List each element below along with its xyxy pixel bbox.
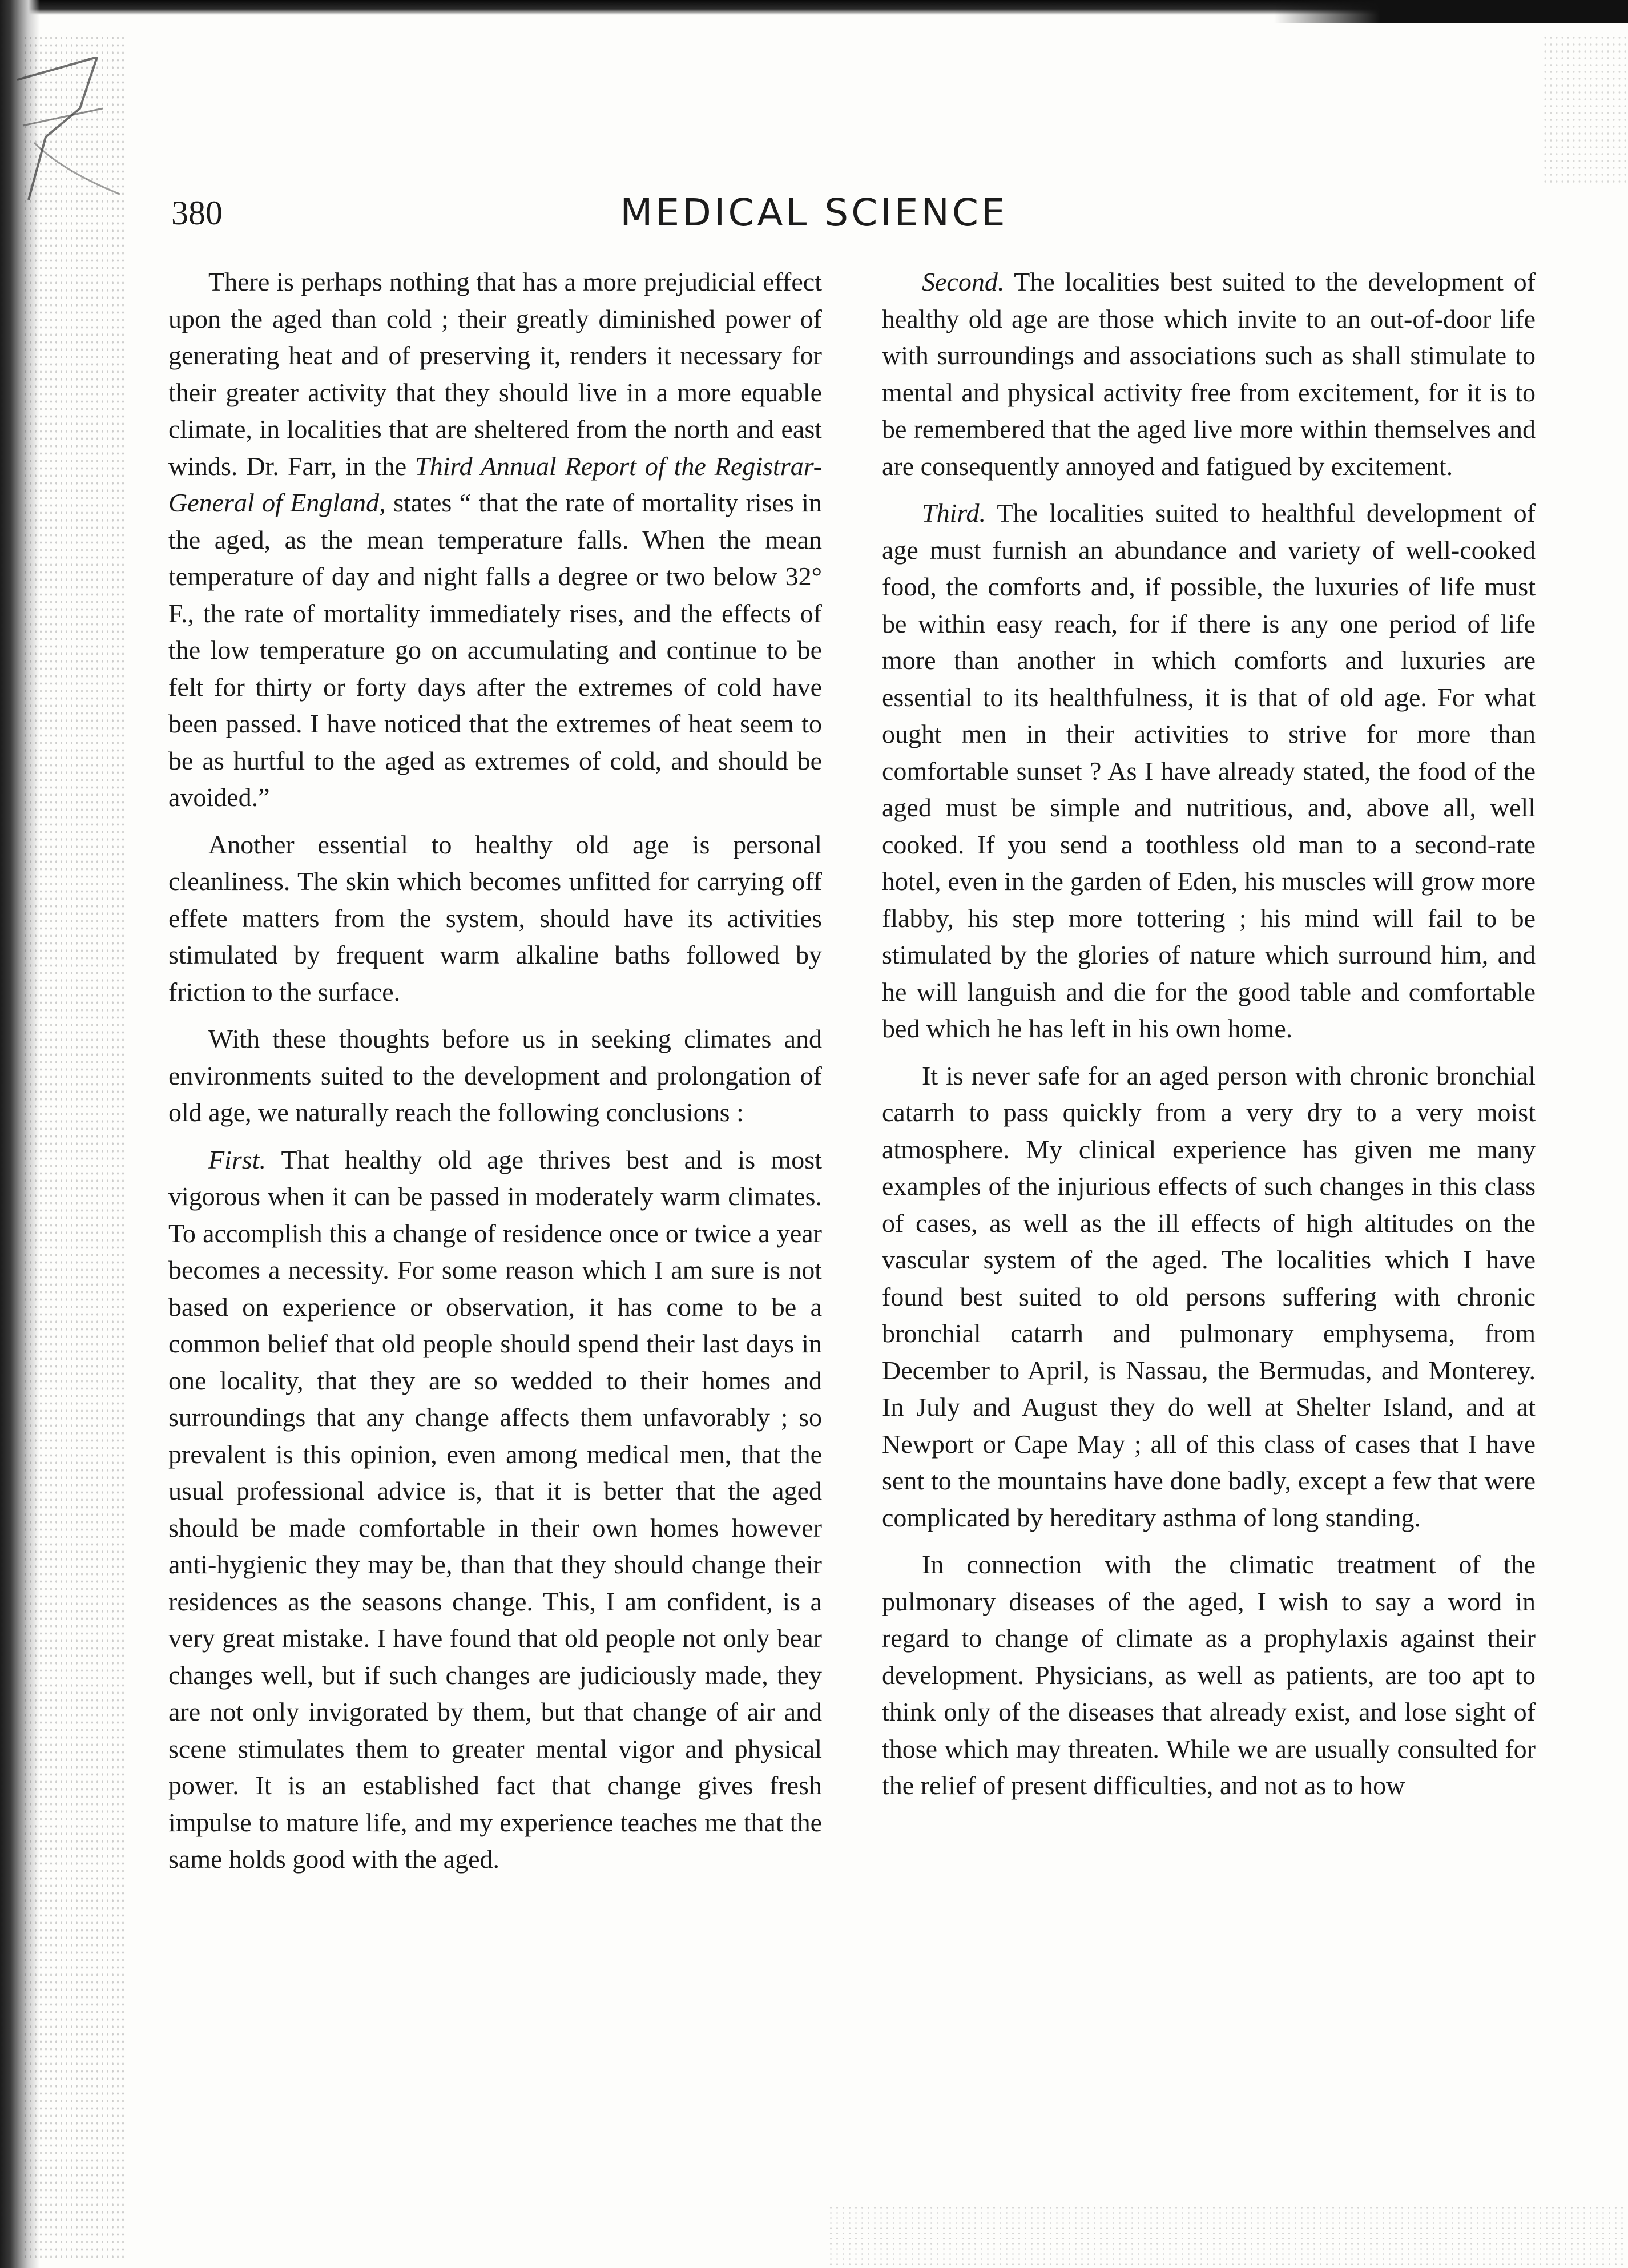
page-number: 380 [171,194,223,232]
paragraph-text: There is perhaps nothing that has a more prejudicial effect upon the aged than cold ; their greatly diminished power of generating heat and of preserving it, renders it necessary for their greater activity that they should live in a more equable climate, in localities that are sheltered from the north and east winds. Dr. Farr, in the [168,267,822,481]
paragraph-text: The localities suited to healthful development of age must furnish an abundance and variety of well-cooked food, the comforts and, if possible, the luxuries of life must be within easy reach, for if there is any one period of life more than another in which comforts and luxuries are essential to its healthfulness, it is that of old age. For what ought men in their activities to strive for more than comfortable sunset ? As I have already stated, the food of the aged must be simple and nutritious, and, above all, well cooked. If you send a toothless old man to a second-rate hotel, even in the garden of Eden, his muscles will grow more flabby, his step more tottering ; his mind will fail to be stimulated by the glories of nature which surround him, and he will languish and die for the good table and comfortable bed which he has left in his own home. [882,498,1536,1043]
paragraph-first-conclusion [168,1142,822,1878]
paragraph-text: That healthy old age thrives best and is most vigorous when it can be passed in moderately warm climates. To accomplish this a change of residence once or twice a year becomes a necessity. For some reason which I am sure is not based on experience or observation, it has come to be a common belief that old people should spend their last days in one locality, that they are so wedded to their homes and surroundings that any change affects them unfavorably ; so prevalent is this opinion, even among medical men, that the usual professional advice is, that it is better that the aged should be made comfortable in their own homes however anti-hygienic they may be, than that they should change their residences as the seasons change. This, I am confident, is a very great mistake. I have found that old people not only bear changes well, but if such changes are judiciously made, they are not only invigorated by them, but that change of air and scene stimulates them to greater mental vigor and physical power. It is an established fact that change gives fresh impulse to mature life, and my experience teaches me that the same holds good with the aged. [168,1145,822,1874]
paragraph-text: The localities best suited to the development of healthy old age are those which invite to an out-of-door life with surroundings and associations such as shall stimulate to mental and physical activity free from excitement, for it is to be remembered that the aged live more within themselves and are consequently annoyed and fatigued by excitement. [882,267,1536,481]
scan-speckle-bottom [828,2205,1627,2268]
running-head: MEDICAL SCIENCE [620,191,1008,235]
paragraph-second-conclusion [882,264,1536,485]
paragraph-cold-effects [168,264,822,816]
paragraph-bronchial-catarrh: It is never safe for an aged person with chronic bronchial catarrh to pass quickly from a very dry to a very moist atmosphere. My clinical experience has given me many examples of the injurious effects of such changes in this class of cases, as well as the ill effects of high altitudes on the vascular system of the aged. The localities which I have found best suited to old persons suffering with chronic bronchial catarrh and pulmonary emphysema, from December to April, is Nassau, the Bermudas, and Monterey. In July and August they do well at Shelter Island, and at Newport or Cape May ; all of this class of cases that I have sent to the mountains have done badly, except a few that were complicated by hereditary asthma of long standing. [882,1061,1536,1532]
scan-edge-top-right [1274,0,1628,23]
paragraph-prophylaxis: In connection with the climatic treatment of the pulmonary diseases of the aged, I wish to say a word in regard to change of climate as a prophylaxis against their development. Physicians, as well as patients, are too apt to think only of the diseases that already exist, and lose sight of those which may threaten. While we are usually consulted for the relief of present difficulties, and not as to how [882,1550,1536,1800]
left-column [168,264,822,1888]
corner-stamp-mark [11,57,126,206]
paragraph-conclusions-intro: With these thoughts before us in seeking climates and environments suited to the development and prolongation of old age, we naturally reach the following conclusions : [168,1024,822,1127]
report-title: Third Annual Report of the Registrar-General of England, [168,451,822,517]
paragraph-cleanliness: Another essential to healthy old age is personal cleanliness. The skin which becomes unfitted for carrying off effete matters from the system, should have its activities stimulated by frequent warm alkaline baths followed by friction to the surface. [168,829,822,1006]
conclusion-label: First. [208,1145,266,1174]
paragraph-text: states “ that the rate of mortality rises in the aged, as the mean temperature falls. When the mean temperature of day and night falls a degree or two below 32° F., the rate of mortality immediately rises, and the effects of the low temperature go on accumulating and continue to be felt for thirty or forty days after the extremes of cold have been passed. I have noticed that the extremes of heat seem to be as hurtful to the aged as extremes of cold, and should be avoided.” [168,488,822,812]
conclusion-label: Third. [922,498,986,527]
scan-speckle-left [23,34,126,2261]
scan-speckle-right [1542,34,1628,183]
right-column [882,264,1536,1815]
paragraph-third-conclusion [882,495,1536,1048]
conclusion-label: Second. [922,267,1005,296]
